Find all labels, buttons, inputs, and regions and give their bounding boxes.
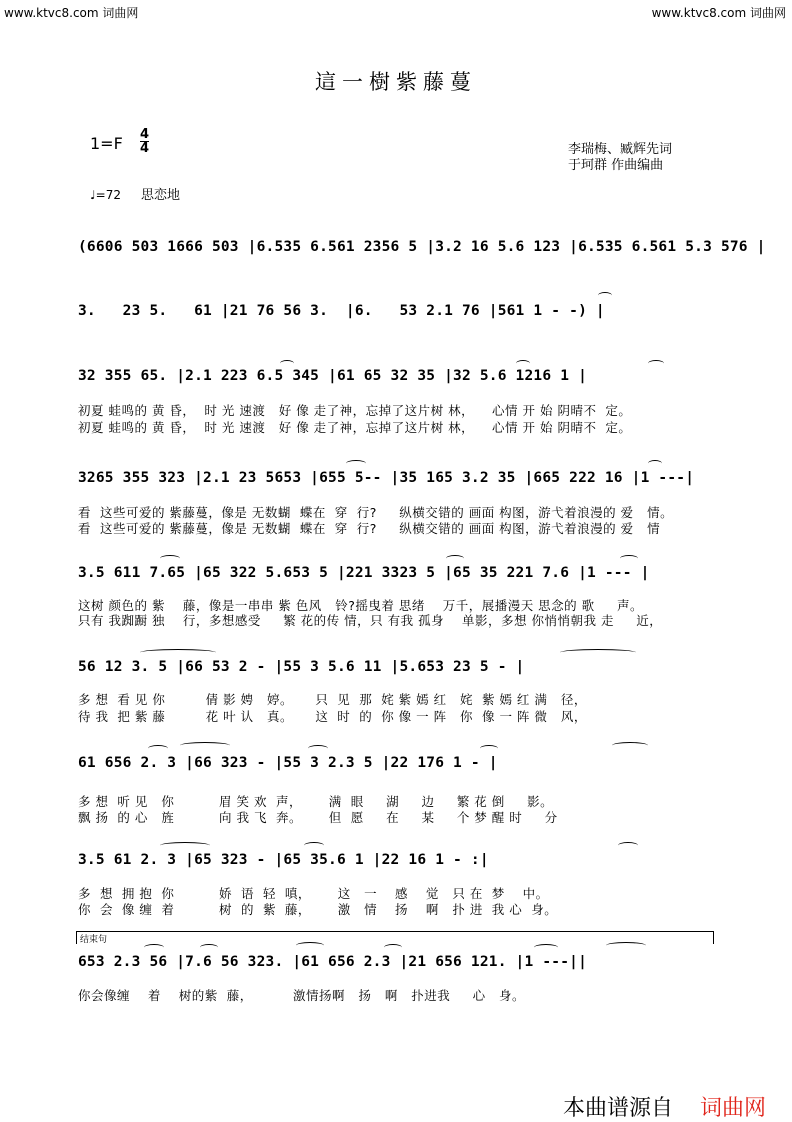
slur-mark	[304, 842, 324, 849]
notation-line-4: 3265 355 323 |2.1 23 5653 |655 5-- |35 165 3.2 35 |665 222 16 |1 ---|	[78, 470, 695, 486]
lyric-line-7a: 多 想 听 见 你 眉 笑 欢 声， 满 眼 湖 边 繁 花 倒 影。	[78, 794, 554, 809]
notation-line-8: 3.5 61 2. 3 |65 323 - |65 35.6 1 |22 16 1 - :|	[78, 852, 489, 868]
notation-line-2: 3. 23 5. 61 |21 76 56 3. |6. 53 2.1 76 |561 1 - -) |	[78, 303, 605, 319]
slur-mark	[180, 742, 230, 749]
key-signature: 1=F	[90, 134, 123, 153]
tempo-bpm: ♩=72	[90, 188, 121, 202]
slur-mark	[648, 360, 664, 367]
slur-mark	[140, 649, 216, 656]
slur-mark	[446, 555, 464, 562]
lyric-line-4a: 看 这些可爱的 紫藤蔓，像是 无数蝴 蝶在 穿 行? 纵横交错的 画面 构图，游弋着浪漫的 爱 情。	[78, 505, 674, 520]
notation-line-3: 32 355 65. |2.1 223 6.5 345 |61 65 32 35 |32 5.6 1216 1 |	[78, 368, 587, 384]
time-signature-bottom: 4	[140, 141, 150, 156]
header-site-left[interactable]: www.ktvc8.com 词曲网	[4, 6, 139, 20]
lyric-line-5a: 这树 颜色的 紫 藤，像是一串串 紫 色风 铃?摇曳着 思绪 万千，展播漫天 思念的 歌 声。	[78, 598, 644, 613]
slur-mark	[384, 944, 402, 951]
slur-mark	[606, 942, 646, 949]
ending-label: 结束句	[80, 935, 108, 945]
source-label: 本曲谱源自	[563, 1096, 674, 1121]
notation-line-9: 653 2.3 56 |7.6 56 323. |61 656 2.3 |21 656 121. |1 ---||	[78, 954, 587, 970]
slur-mark	[160, 555, 180, 562]
slur-mark	[648, 460, 662, 467]
lyricist-credit: 李瑞梅、臧辉先词	[568, 142, 673, 157]
composer-credit: 于珂群 作曲编曲	[568, 158, 664, 173]
slur-mark	[618, 842, 638, 849]
song-title: 這一樹紫藤蔓	[315, 70, 477, 94]
slur-mark	[160, 842, 210, 849]
lyric-line-3a: 初夏 蛙鸣的 黄 昏， 时 光 速渡 好 像 走了神，忘掉了这片树 林， 心情 开 始 阴晴不 定。	[78, 403, 632, 418]
slur-mark	[598, 292, 612, 299]
slur-mark	[280, 360, 294, 367]
slur-mark	[516, 360, 530, 367]
lyric-line-3b: 初夏 蛙鸣的 黄 昏， 时 光 速渡 好 像 走了神，忘掉了这片树 林， 心情 开 始 阴晴不 定。	[78, 420, 632, 435]
lyric-line-7b: 飘 扬 的 心 旌 向 我 飞 奔。 但 愿 在 某 个 梦 醒 时 分	[78, 810, 558, 825]
lyric-line-4b: 看 这些可爱的 紫藤蔓，像是 无数蝴 蝶在 穿 行? 纵横交错的 画面 构图，游弋着浪漫的 爱 情	[78, 521, 661, 536]
lyric-line-8b: 你 会 像 缠 着 树 的 紫 藤， 激 情 扬 啊 扑 进 我 心 身。	[78, 902, 558, 917]
time-signature	[140, 128, 149, 155]
slur-mark	[200, 944, 218, 951]
slur-mark	[612, 742, 648, 749]
time-signature-top: 4	[140, 127, 150, 142]
lyric-line-6b: 待 我 把 紫 藤 花 叶 认 真。 这 时 的 你 像 一 阵 你 像 一 阵 微 风，	[78, 709, 587, 724]
slur-mark	[480, 745, 498, 752]
source-site-link[interactable]: 词曲网	[700, 1096, 767, 1121]
slur-mark	[560, 649, 636, 656]
slur-mark	[620, 555, 638, 562]
slur-mark	[148, 745, 168, 752]
lyric-line-5b: 只有 我踟蹰 独 行，多想感受 繁 花的传 情，只 有我 孤身 单影，多想 你悄悄朝我 走 近，	[78, 613, 663, 628]
header-site-right[interactable]: www.ktvc8.com 词曲网	[651, 6, 786, 20]
notation-line-6: 56 12 3. 5 |66 53 2 - |55 3 5.6 11 |5.653 23 5 - |	[78, 659, 525, 675]
lyric-line-6a: 多 想 看 见 你 倩 影 娉 婷。 只 见 那 姹 紫 嫣 红 姹 紫 嫣 红 满 径，	[78, 692, 587, 707]
lyric-line-9: 你会像缠 着 树的紫 藤， 激情扬啊 扬 啊 扑进我 心 身。	[78, 988, 526, 1003]
slur-mark	[308, 745, 328, 752]
lyric-line-8a: 多 想 拥 抱 你 娇 语 轻 嗔， 这 一 感 觉 只 在 梦 中。	[78, 886, 549, 901]
slur-mark	[296, 942, 324, 949]
notation-line-5: 3.5 611 7.65 |65 322 5.653 5 |221 3323 5 |65 35 221 7.6 |1 --- |	[78, 565, 650, 581]
slur-mark	[534, 944, 558, 951]
slur-mark	[346, 460, 366, 467]
notation-line-1: (6606 503 1666 503 |6.535 6.561 2356 5 |3.2 16 5.6 123 |6.535 6.561 5.3 576 |	[78, 239, 766, 255]
notation-line-7: 61 656 2. 3 |66 323 - |55 3 2.3 5 |22 176 1 - |	[78, 755, 498, 771]
tempo-marking	[90, 184, 180, 203]
tempo-mood: 思恋地	[140, 188, 180, 203]
slur-mark	[144, 944, 164, 951]
